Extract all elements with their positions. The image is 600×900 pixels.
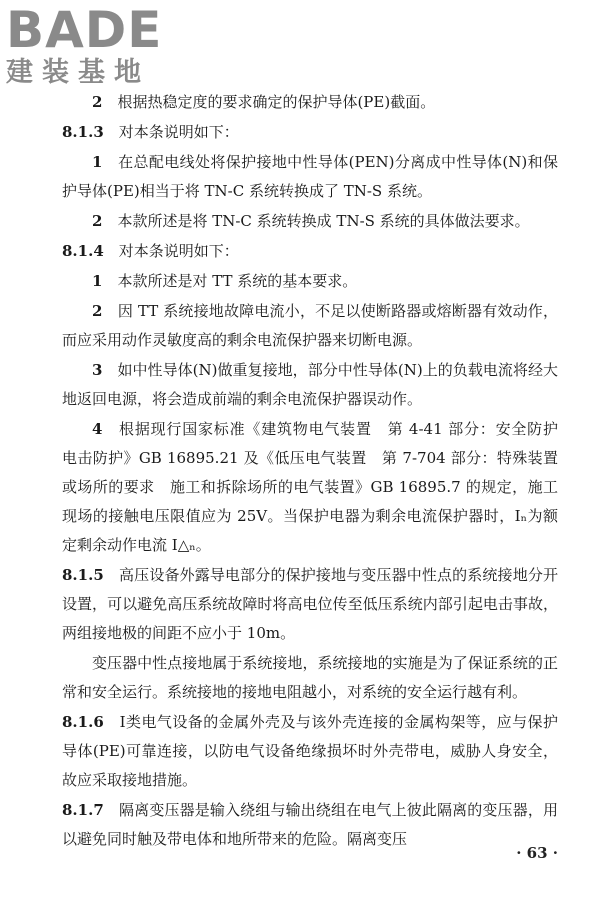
paragraph-text: 隔离变压器是输入绕组与输出绕组在电气上彼此隔离的变压器，用以避免同时触及带电体和地所带来的危险。隔离变压 xyxy=(62,801,558,848)
item-number: 3 xyxy=(92,361,103,379)
section-paragraph xyxy=(62,708,558,795)
section-number: 8.1.4 xyxy=(62,242,104,260)
paragraph-text: 根据热稳定度的要求确定的保护导体(PE)截面。 xyxy=(117,93,436,111)
item-number: 2 xyxy=(92,212,103,230)
section-heading xyxy=(62,118,558,147)
paragraph-text: Ⅰ类电气设备的金属外壳及与该外壳连接的金属构架等，应与保护导体(PE)可靠连接，以防电气设备绝缘损坏时外壳带电，威胁人身安全，故应采取接地措施。 xyxy=(62,713,558,789)
section-paragraph xyxy=(62,561,558,648)
paragraph xyxy=(62,297,558,355)
paragraph xyxy=(62,649,558,707)
paragraph-text: 对本条说明如下： xyxy=(118,242,239,260)
paragraph-text: 如中性导体(N)做重复接地，部分中性导体(N)上的负载电流将经大地返回电源，将会造成前端的剩余电流保护器误动作。 xyxy=(62,361,558,408)
paragraph xyxy=(62,88,558,117)
section-number: 8.1.3 xyxy=(62,123,104,141)
paragraph xyxy=(62,207,558,236)
paragraph xyxy=(62,267,558,296)
paragraph xyxy=(62,148,558,206)
item-number: 2 xyxy=(92,93,103,111)
paragraph-text: 因 TT 系统接地故障电流小，不足以使断路器或熔断器有效动作，而应采用动作灵敏度高的剩余电流保护器来切断电源。 xyxy=(62,302,558,349)
section-paragraph xyxy=(62,796,558,854)
paragraph xyxy=(62,356,558,414)
logo-brand-text: BADE xyxy=(6,1,163,59)
item-number: 4 xyxy=(92,420,103,438)
paragraph xyxy=(62,415,573,560)
item-number: 1 xyxy=(92,153,103,171)
paragraph-text: 根据现行国家标准《建筑物电气装置 第 4-41 部分：安全防护 电击防护》GB 16895.21 及《低压电气装置 第 7-704 部分：特殊装置或场所的要求 施工和拆除场所的电气装置》GB 16895.7 的规定，施工现场的接触电压限值应为 25V。当保护电器为剩余电流保护器时，Iₙ为额定剩余动作电流 I△ₙ。 xyxy=(62,420,573,554)
paragraph-text: 对本条说明如下： xyxy=(118,123,239,141)
item-number: 2 xyxy=(92,302,103,320)
item-number: 1 xyxy=(92,272,103,290)
section-number: 8.1.7 xyxy=(62,801,104,819)
page-number: · 63 · xyxy=(516,844,558,862)
paragraph-text: 在总配电线处将保护接地中性导体(PEN)分离成中性导体(N)和保护导体(PE)相当于将 TN-C 系统转换成了 TN-S 系统。 xyxy=(62,153,558,200)
section-number: 8.1.5 xyxy=(62,566,104,584)
brand-logo xyxy=(6,1,178,88)
paragraph-text: 本款所述是将 TN-C 系统转换成 TN-S 系统的具体做法要求。 xyxy=(117,212,530,230)
paragraph-text: 变压器中性点接地属于系统接地，系统接地的实施是为了保证系统的正常和安全运行。系统接地的接地电阻越小，对系统的安全运行越有利。 xyxy=(62,654,558,701)
section-number: 8.1.6 xyxy=(62,713,104,731)
logo-sub-text: 建装基地 xyxy=(6,57,150,88)
document-body xyxy=(62,86,573,855)
paragraph-text: 本款所述是对 TT 系统的基本要求。 xyxy=(117,272,358,290)
paragraph-text: 高压设备外露导电部分的保护接地与变压器中性点的系统接地分开设置，可以避免高压系统故障时将高电位传至低压系统内部引起电击事故，两组接地极的间距不应小于 10m。 xyxy=(62,566,558,642)
section-heading xyxy=(62,237,558,266)
